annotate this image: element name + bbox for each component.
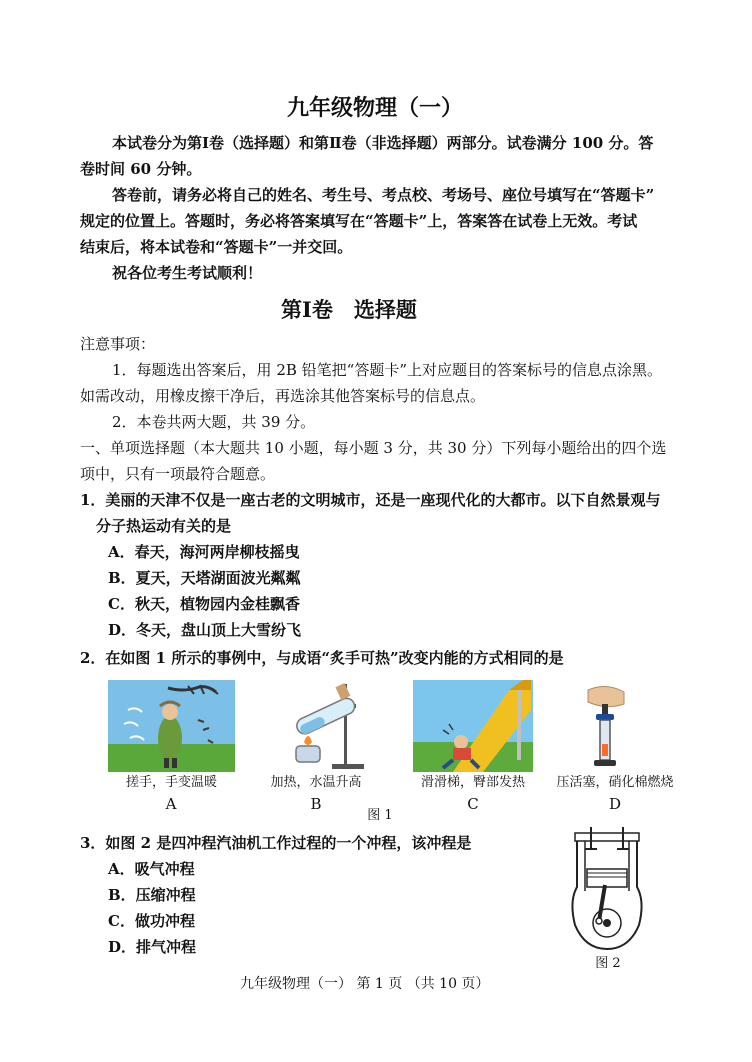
figure1-label-c: C bbox=[467, 795, 479, 813]
intro-paragraph-1-line-2: 卷时间 60 分钟。 bbox=[80, 160, 202, 178]
figure1-image-b bbox=[262, 680, 370, 772]
note-1-line-2: 如需改动，用橡皮擦干净后，再选涂其他答案标号的信息点。 bbox=[80, 387, 486, 405]
figure1-label-d: D bbox=[608, 795, 622, 813]
note-2: 2．本卷共两大题，共 39 分。 bbox=[112, 413, 316, 431]
figure1-caption-d: 压活塞，硝化棉燃烧 bbox=[556, 775, 674, 790]
part1-heading-line-2: 项中，只有一项最符合题意。 bbox=[80, 465, 276, 483]
q1-option-d: D．冬天，盘山顶上大雪纷飞 bbox=[108, 621, 302, 639]
intro-paragraph-2-line-1: 答卷前，请务必将自己的姓名、考生号、考点校、考场号、座位号填写在“答题卡” bbox=[112, 186, 655, 204]
q1-stem-line-2: 分子热运动有关的是 bbox=[96, 517, 232, 535]
figure1-caption-a: 搓手，手变温暖 bbox=[125, 775, 217, 790]
intro-paragraph-1-line-1: 本试卷分为第Ⅰ卷（选择题）和第Ⅱ卷（非选择题）两部分。试卷满分 100 分。答 bbox=[112, 134, 654, 152]
figure1-image-a bbox=[108, 680, 235, 772]
figure1-label-a: A bbox=[165, 795, 177, 813]
figure1-image-c bbox=[413, 680, 533, 772]
figure1-caption-b: 加热，水温升高 bbox=[270, 775, 362, 790]
notes-heading: 注意事项： bbox=[80, 335, 156, 353]
q1-option-c: C．秋天，植物园内金桂飘香 bbox=[108, 595, 300, 613]
intro-paragraph-2-line-3: 结束后，将本试卷和“答题卡”一并交回。 bbox=[80, 238, 353, 256]
figure1-caption-c: 滑滑梯，臀部发热 bbox=[420, 775, 525, 790]
note-1-line-1: 1．每题选出答案后，用 2B 铅笔把“答题卡”上对应题目的答案标号的信息点涂黑。 bbox=[112, 361, 662, 379]
intro-paragraph-2-line-2: 规定的位置上。答题时，务必将答案填写在“答题卡”上，答案答在试卷上无效。考试 bbox=[80, 212, 638, 230]
q1-option-a: A．春天，海河两岸柳枝摇曳 bbox=[108, 543, 300, 561]
q2-stem: 2．在如图 1 所示的事例中，与成语“炙手可热”改变内能的方式相同的是 bbox=[80, 649, 564, 667]
q1-stem-line-1: 1．美丽的天津不仅是一座古老的文明城市，还是一座现代化的大都市。以下自然景观与 bbox=[80, 491, 661, 509]
page-title: 九年级物理（一） bbox=[287, 95, 464, 121]
q3-stem: 3．如图 2 是四冲程汽油机工作过程的一个冲程，该冲程是 bbox=[80, 834, 472, 852]
q3-option-d: D．排气冲程 bbox=[108, 938, 197, 956]
q3-option-a: A．吸气冲程 bbox=[108, 860, 195, 878]
part1-heading-line-1: 一、单项选择题（本大题共 10 小题，每小题 3 分，共 30 分）下列每小题给出的四个选 bbox=[80, 439, 667, 457]
q1-option-b: B．夏天，天塔湖面波光粼粼 bbox=[108, 569, 301, 587]
intro-good-luck: 祝各位考生考试顺利！ bbox=[112, 264, 263, 282]
figure2-caption: 图 2 bbox=[595, 956, 621, 971]
figure1-label-b: B bbox=[310, 795, 322, 813]
figure1-caption: 图 1 bbox=[367, 808, 393, 823]
q3-option-c: C．做功冲程 bbox=[108, 912, 195, 930]
q3-option-b: B．压缩冲程 bbox=[108, 886, 196, 904]
section-title: 第Ⅰ卷 选择题 bbox=[281, 297, 417, 322]
figure2-engine-diagram bbox=[565, 825, 649, 953]
figure1-image-d bbox=[578, 684, 634, 772]
page-footer: 九年级物理（一） 第 1 页 （共 10 页） bbox=[240, 976, 490, 992]
